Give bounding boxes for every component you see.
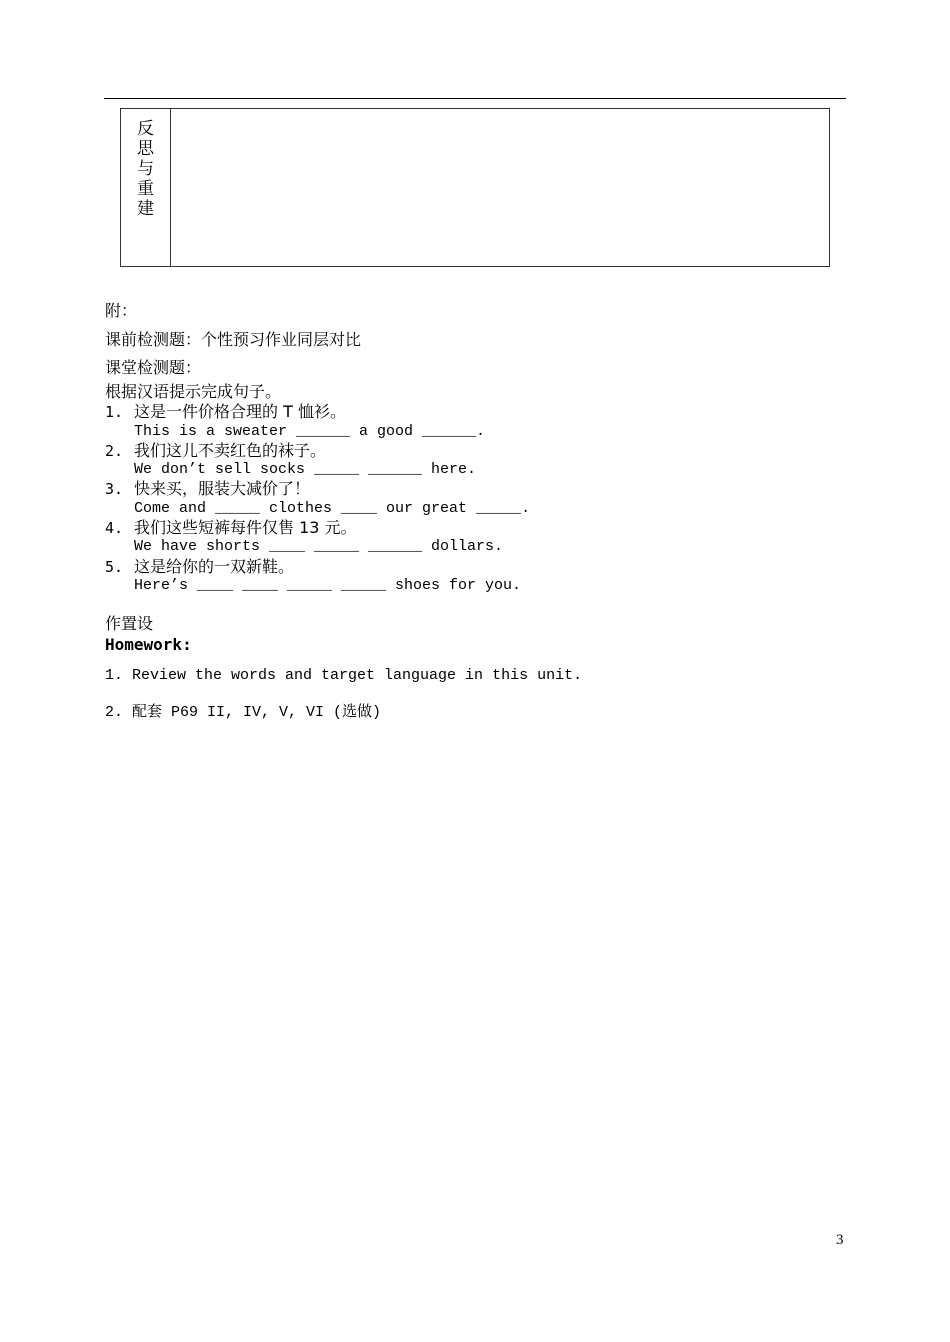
in-class-test: 课堂检测题： xyxy=(105,358,202,377)
item-number: 5. xyxy=(105,558,124,576)
item-number: 4. xyxy=(105,519,124,537)
item-number: 1. xyxy=(105,403,124,421)
homework-line: 1. Review the words and target language in this unit. xyxy=(105,667,583,684)
item-english: We don’t sell socks _____ ______ here. xyxy=(134,461,477,478)
appendix-title: 附： xyxy=(105,301,138,320)
item-english: Come and _____ clothes ____ our great _____. xyxy=(134,500,531,517)
item-chinese: 这是一件价格合理的 T 恤衫。 xyxy=(134,402,346,421)
reflection-table xyxy=(120,108,830,267)
item-english: Here’s ____ ____ _____ _____ shoes for you. xyxy=(134,577,522,594)
item-number: 3. xyxy=(105,480,124,498)
page-number: 3 xyxy=(836,1232,844,1248)
item-number: 2. xyxy=(105,442,124,460)
pre-class-test: 课前检测题：个性预习作业同层对比 xyxy=(105,330,362,349)
reflection-label: 反思与重建 xyxy=(137,119,154,219)
homework-section-title: 作置设 xyxy=(105,614,154,633)
item-chinese: 这是给你的一双新鞋。 xyxy=(134,557,295,576)
reflection-content-cell xyxy=(171,109,829,266)
item-chinese: 我们这儿不卖红色的袜子。 xyxy=(134,441,327,460)
homework-title: Homework: xyxy=(105,635,192,654)
homework-line: 2. 配套 P69 II, IV, V, VI (选做) xyxy=(105,704,382,721)
item-chinese: 我们这些短裤每件仅售 13 元。 xyxy=(134,518,357,537)
item-chinese: 快来买，服装大减价了！ xyxy=(134,479,311,498)
reflection-label-cell xyxy=(121,109,171,266)
header-rule xyxy=(104,98,846,99)
item-english: This is a sweater ______ a good ______. xyxy=(134,423,486,440)
exercise-instruction: 根据汉语提示完成句子。 xyxy=(105,382,282,401)
item-english: We have shorts ____ _____ ______ dollars. xyxy=(134,538,504,555)
